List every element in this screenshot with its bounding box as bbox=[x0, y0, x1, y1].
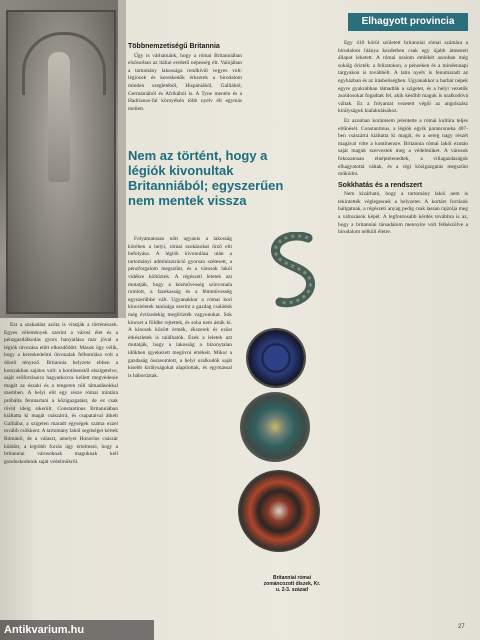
paragraph: Nem kizárható, hogy a tartomány lakói nem is tekintették véglegesnek a helyzetet. A kortárs források hallgatnak, a régészeti anyag pedig csak lassan rajzolja meg a változások képét. A legfontosabb kérdés továbbra is az, hogy a britanniai társadalom mennyire volt felkészülve a birodalom nélküli életre. bbox=[338, 191, 468, 236]
green-enamel-brooch bbox=[240, 392, 310, 462]
relief-panel bbox=[6, 10, 116, 314]
paragraph: Ez azonban korántsem jelentette a római kultúra teljes eltűnését. Constantinus, a légiók egyik parancsnoka 407-ben császárrá kiáltatta ki magát, és a sereg nagy részét magával vitte a kontinensre. Britannia római lakói ezután saját maguk szerveztek meg a védelmüket. A városok fokozatosan elnéptelenedtek, a villagazdaságok elhagyatottá váltak, és a régi közigazgatás megszűnt működni. bbox=[338, 117, 468, 178]
pull-quote-headline: Nem az történt, hogy a légiók kivonultak Britanniából; egyszerűen nem mentek vissza bbox=[128, 148, 284, 208]
column-mid-bottom bbox=[128, 236, 232, 610]
column-left bbox=[4, 322, 118, 618]
subheading-shock: Sokkhatás és a rendszert bbox=[338, 181, 423, 189]
paragraph: Ezt a szakadást azóta is vitatják a történészek. Egyes vélemények szerint a városi élet és a pénzgazdálkodás gyors hanyatlása már jóval a légiók távozása előtt elkezdődött. Mások úgy vélik, hogy a kereskedelmi útvonalak felbomlása volt a döntő tényező. Britannia helyzete ebben a korszakban sajátos volt: a kontinenstől elszigetelve, saját erőforrásaira hagyatkozva kellett megvédenie magát az északi és a tengeren túli támadásokkal szemben. A helyi elit egy része római mintára próbálta fenntartani a közigazgatást, de ez csak rövid ideig sikerült. Constantinus Britanniában kiáltatta ki magát császárrá, és csapataival átkelt Galliába; a szigeten maradt egységek száma ezzel tovább csökkent. A tartomány lakói segítséget kértek Rómától, de a választ, amelyet Honorius császár küldött, a legtöbb forrás úgy értelmezi, hogy a britanniai városoknak maguknak kell gondoskodniuk saját védelmükről. bbox=[4, 322, 118, 465]
paragraph: Egy 410 körül született britanniai római számára a birodalom hiánya kezdetben csak egy újabb átmeneti állapot lehetett. A római uralom emlékét azonban még sokáig őrizték: a feliratokon, a pénzeken és a mindennapi tárgyakon is továbbélt. A latin nyelv is fennmaradt az egyházban és az írásbeliségben. Ugyanakkor a barbár népek egyre gyakrabban támadták a szigetet, és a helyi vezetők zsoldosokat fogadtak fel, akik később maguk is uralkodóvá váltak. Ez a folyamat vezetett végül az angolszász királyságok kialakulásához. bbox=[338, 40, 468, 115]
photo-edge bbox=[118, 0, 126, 318]
page-number: 27 bbox=[458, 624, 465, 630]
relief-photo bbox=[0, 0, 118, 318]
watermark: Antikvarium.hu bbox=[0, 620, 154, 640]
image-caption: Britanniai római zománcozott díszek, Kr. u. 2-3. század bbox=[263, 575, 321, 593]
blue-enamel-brooch bbox=[248, 330, 304, 386]
section-tag: Elhagyott provincia bbox=[348, 13, 468, 31]
column-right bbox=[338, 40, 468, 618]
paragraph: Úgy is várhatnánk, hogy a római Britanniában elsősorban az itáliai eredetű népesség élt. Valójában a tartomány lakossága rendkívül vegyes volt: légiósok és kereskedők érkeztek a birodalom minden szegletéből, Hispániából, Galliából, Germániából és Afrikából is. A Tyne mentén és a Hadrianus-fal környékén több nyelv élt egymás mellett. bbox=[128, 52, 242, 112]
red-enamel-brooch bbox=[238, 470, 320, 552]
s-shaped-brooch bbox=[262, 232, 326, 308]
paragraph: Folyamatosan nőtt ugyanis a lakosság körében a helyi, római szokásokat őrző elit befolyása. A légiók kivonulása után a tartományi adminisztráció gyorsan szétesett, a pénzforgalom megszűnt, és a városok lakói vidékre költöztek. A régészeti leletek azt mutatják, hogy a kézművesség színvonala romlott, a fazekasság és a fémművesség egyszerűbbé vált. Ugyanakkor a római kori kincsleletek tanúsága szerint a gazdag családok még évtizedekig megőrizték vagyonukat. Sok kincset a földbe rejtettek, és soha nem ásták ki. A kincsek között érmék, ékszerek és ezüst étkészletek is találhatók. Ezek a leletek azt mutatják, hogy a lakosság a bizonytalan időkben igyekezett megóvni értékeit. Mikor a gazdaság összeomlott, a helyi uralkodók saját kisebb királyságokat alapítottak, és egymással is háborúztak. bbox=[128, 236, 232, 379]
subheading-multiethnic: Többnemzetiségű Britannia bbox=[128, 43, 220, 50]
column-mid-top bbox=[128, 40, 242, 146]
relief-figure bbox=[48, 52, 70, 182]
